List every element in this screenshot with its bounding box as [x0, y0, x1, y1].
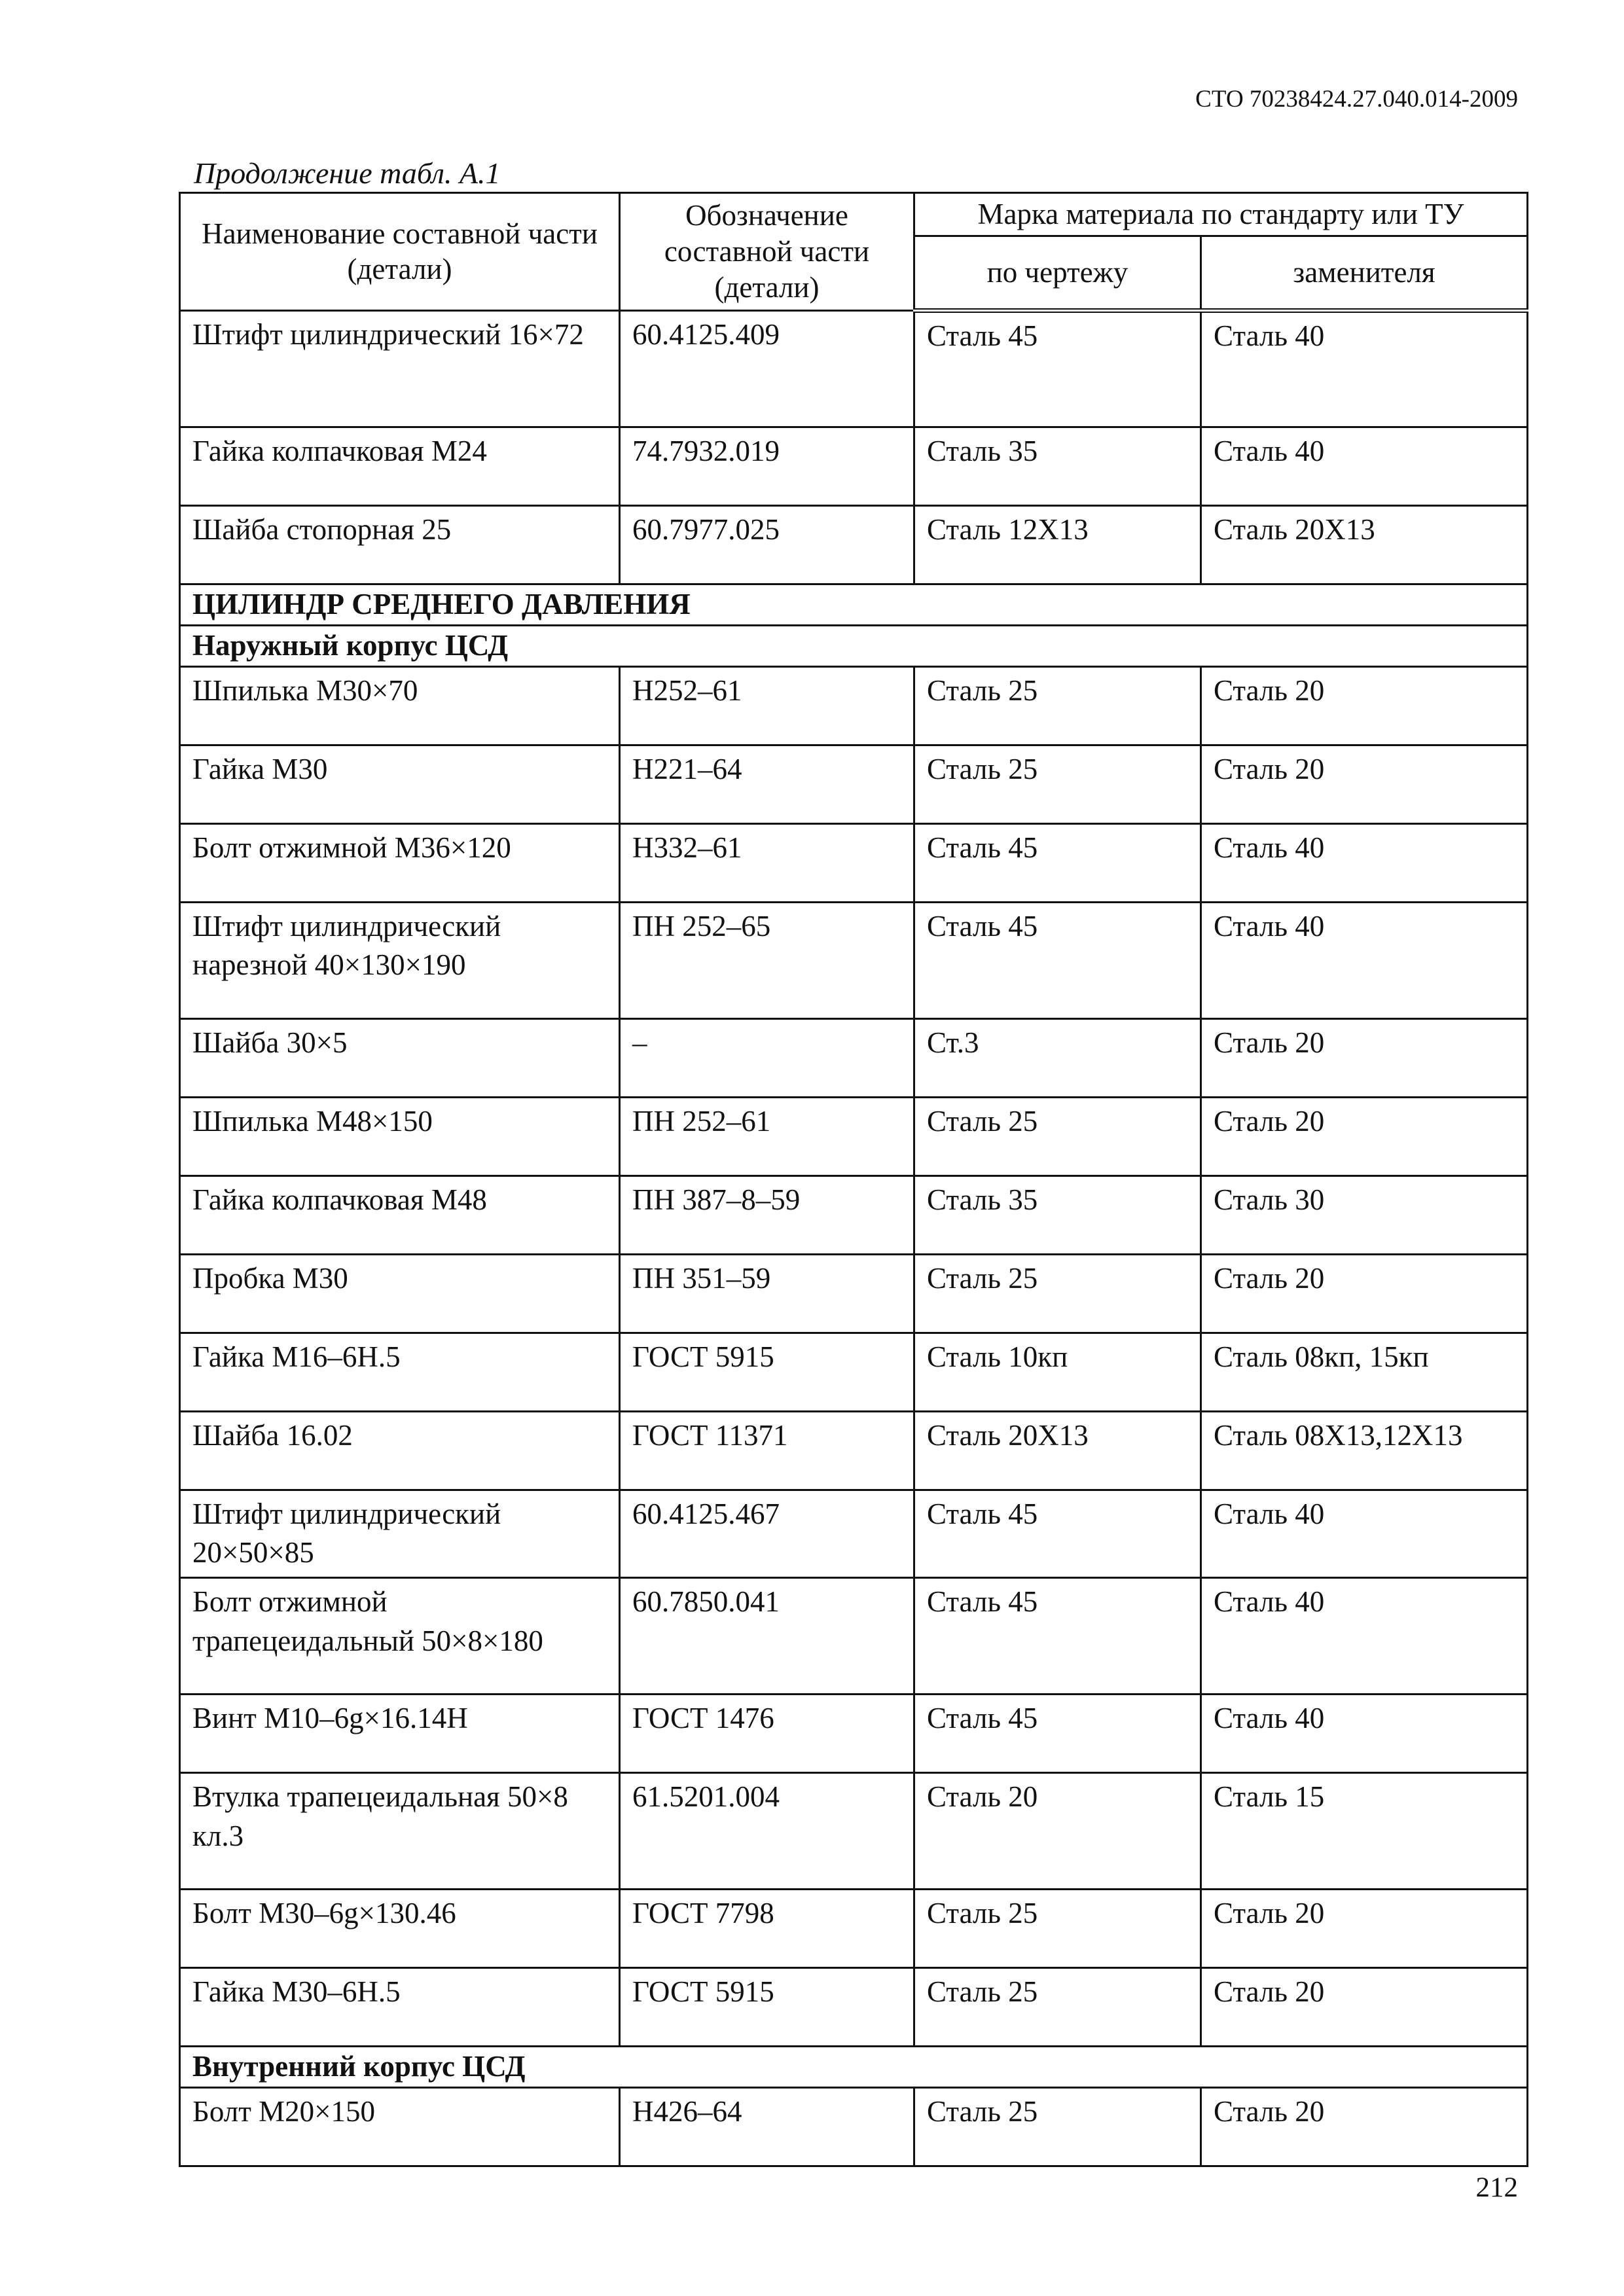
materials-table	[179, 192, 1528, 2167]
column-header-designation: Обозначение составной части (детали)	[620, 193, 914, 311]
cell-material-substitute: Сталь 40	[1201, 1695, 1528, 1773]
cell-designation: ПН 351–59	[620, 1254, 914, 1333]
section-header-row	[180, 2047, 1528, 2088]
cell-part-name: Гайка колпачковая М48	[180, 1175, 620, 1254]
cell-material-drawing: Сталь 12Х13	[914, 505, 1201, 584]
cell-material-drawing: Сталь 25	[914, 1254, 1201, 1333]
cell-material-drawing: Сталь 25	[914, 1097, 1201, 1175]
cell-material-drawing: Сталь 25	[914, 2088, 1201, 2166]
cell-material-drawing: Сталь 25	[914, 745, 1201, 823]
cell-designation: –	[620, 1018, 914, 1097]
cell-material-drawing: Сталь 45	[914, 1695, 1201, 1773]
cell-material-substitute: Сталь 20Х13	[1201, 505, 1528, 584]
table-row	[180, 1695, 1528, 1773]
cell-material-drawing: Сталь 35	[914, 427, 1201, 505]
cell-material-drawing: Сталь 45	[914, 1490, 1201, 1578]
cell-material-drawing: Сталь 10кп	[914, 1333, 1201, 1411]
section-header-row	[180, 584, 1528, 625]
table-row	[180, 505, 1528, 584]
cell-material-substitute: Сталь 40	[1201, 823, 1528, 902]
cell-designation: ПН 252–61	[620, 1097, 914, 1175]
cell-material-drawing: Ст.3	[914, 1018, 1201, 1097]
cell-material-substitute: Сталь 40	[1201, 902, 1528, 1018]
cell-designation: 61.5201.004	[620, 1773, 914, 1890]
cell-designation: Н221–64	[620, 745, 914, 823]
cell-material-drawing: Сталь 25	[914, 1890, 1201, 1968]
table-row	[180, 745, 1528, 823]
cell-part-name: Гайка М16–6Н.5	[180, 1333, 620, 1411]
cell-designation: ГОСТ 1476	[620, 1695, 914, 1773]
cell-part-name: Гайка М30	[180, 745, 620, 823]
page-number: 212	[1475, 2172, 1518, 2203]
table-caption: Продолжение табл. А.1	[194, 156, 501, 190]
cell-material-substitute: Сталь 40	[1201, 1578, 1528, 1695]
column-header-substitute: заменителя	[1201, 236, 1528, 310]
table-row	[180, 1773, 1528, 1890]
cell-part-name: Гайка М30–6Н.5	[180, 1968, 620, 2047]
cell-part-name: Болт отжимной трапецеидальный 50×8×180	[180, 1578, 620, 1695]
cell-designation: 60.4125.467	[620, 1490, 914, 1578]
cell-designation: ГОСТ 11371	[620, 1411, 914, 1490]
cell-part-name: Болт М30–6g×130.46	[180, 1890, 620, 1968]
cell-material-substitute: Сталь 20	[1201, 1018, 1528, 1097]
column-header-name: Наименование составной части (детали)	[180, 193, 620, 311]
cell-material-drawing: Сталь 35	[914, 1175, 1201, 1254]
table-row	[180, 1578, 1528, 1695]
table-row	[180, 1254, 1528, 1333]
cell-part-name: Штифт цилиндрический нарезной 40×130×190	[180, 902, 620, 1018]
cell-designation: Н252–61	[620, 666, 914, 745]
cell-designation: 60.7850.041	[620, 1578, 914, 1695]
cell-material-drawing: Сталь 20	[914, 1773, 1201, 1890]
cell-part-name: Штифт цилиндрический 20×50×85	[180, 1490, 620, 1578]
column-header-by-drawing: по чертежу	[914, 236, 1201, 310]
cell-part-name: Шайба 30×5	[180, 1018, 620, 1097]
cell-designation: ПН 252–65	[620, 902, 914, 1018]
table-row	[180, 1490, 1528, 1578]
cell-material-drawing: Сталь 45	[914, 1578, 1201, 1695]
column-header-material: Марка материала по стандарту или ТУ	[914, 193, 1528, 236]
cell-part-name: Втулка трапецеидальная 50×8 кл.3	[180, 1773, 620, 1890]
cell-material-substitute: Сталь 20	[1201, 2088, 1528, 2166]
cell-designation: ГОСТ 5915	[620, 1333, 914, 1411]
table-row	[180, 1411, 1528, 1490]
table-row	[180, 1333, 1528, 1411]
cell-material-substitute: Сталь 40	[1201, 427, 1528, 505]
cell-material-substitute: Сталь 20	[1201, 1890, 1528, 1968]
table-row	[180, 902, 1528, 1018]
table-row	[180, 1018, 1528, 1097]
section-title: ЦИЛИНДР СРЕДНЕГО ДАВЛЕНИЯ	[180, 584, 1528, 625]
cell-material-substitute: Сталь 20	[1201, 745, 1528, 823]
cell-part-name: Штифт цилиндрический 16×72	[180, 310, 620, 427]
table-row	[180, 1097, 1528, 1175]
cell-part-name: Шпилька М30×70	[180, 666, 620, 745]
cell-material-substitute: Сталь 20	[1201, 1254, 1528, 1333]
table-row	[180, 1968, 1528, 2047]
cell-designation: Н426–64	[620, 2088, 914, 2166]
cell-material-substitute: Сталь 08Х13,12Х13	[1201, 1411, 1528, 1490]
cell-material-substitute: Сталь 20	[1201, 1097, 1528, 1175]
table-body	[180, 310, 1528, 2166]
cell-designation: 60.4125.409	[620, 310, 914, 427]
cell-designation: 60.7977.025	[620, 505, 914, 584]
cell-material-drawing: Сталь 25	[914, 1968, 1201, 2047]
cell-part-name: Пробка М30	[180, 1254, 620, 1333]
section-header-row	[180, 625, 1528, 666]
cell-designation: ПН 387–8–59	[620, 1175, 914, 1254]
cell-part-name: Винт М10–6g×16.14Н	[180, 1695, 620, 1773]
cell-material-drawing: Сталь 20Х13	[914, 1411, 1201, 1490]
table-row	[180, 1175, 1528, 1254]
cell-material-substitute: Сталь 08кп, 15кп	[1201, 1333, 1528, 1411]
document-code: СТО 70238424.27.040.014-2009	[1195, 86, 1518, 113]
cell-designation: ГОСТ 7798	[620, 1890, 914, 1968]
cell-designation: 74.7932.019	[620, 427, 914, 505]
table-row	[180, 310, 1528, 427]
cell-material-drawing: Сталь 45	[914, 823, 1201, 902]
cell-material-drawing: Сталь 45	[914, 310, 1201, 427]
cell-part-name: Болт М20×150	[180, 2088, 620, 2166]
table-row	[180, 666, 1528, 745]
cell-material-substitute: Сталь 20	[1201, 666, 1528, 745]
table-row	[180, 1890, 1528, 1968]
cell-material-substitute: Сталь 40	[1201, 1490, 1528, 1578]
cell-part-name: Шайба стопорная 25	[180, 505, 620, 584]
cell-designation: Н332–61	[620, 823, 914, 902]
section-title: Внутренний корпус ЦСД	[180, 2047, 1528, 2088]
table-row	[180, 823, 1528, 902]
table-header-row	[180, 193, 1528, 236]
section-title: Наружный корпус ЦСД	[180, 625, 1528, 666]
table-row	[180, 2088, 1528, 2166]
cell-material-substitute: Сталь 40	[1201, 310, 1528, 427]
cell-part-name: Гайка колпачковая М24	[180, 427, 620, 505]
cell-material-substitute: Сталь 20	[1201, 1968, 1528, 2047]
table-row	[180, 427, 1528, 505]
cell-part-name: Шайба 16.02	[180, 1411, 620, 1490]
cell-material-substitute: Сталь 30	[1201, 1175, 1528, 1254]
cell-designation: ГОСТ 5915	[620, 1968, 914, 2047]
cell-part-name: Болт отжимной М36×120	[180, 823, 620, 902]
cell-part-name: Шпилька М48×150	[180, 1097, 620, 1175]
cell-material-drawing: Сталь 45	[914, 902, 1201, 1018]
cell-material-substitute: Сталь 15	[1201, 1773, 1528, 1890]
cell-material-drawing: Сталь 25	[914, 666, 1201, 745]
